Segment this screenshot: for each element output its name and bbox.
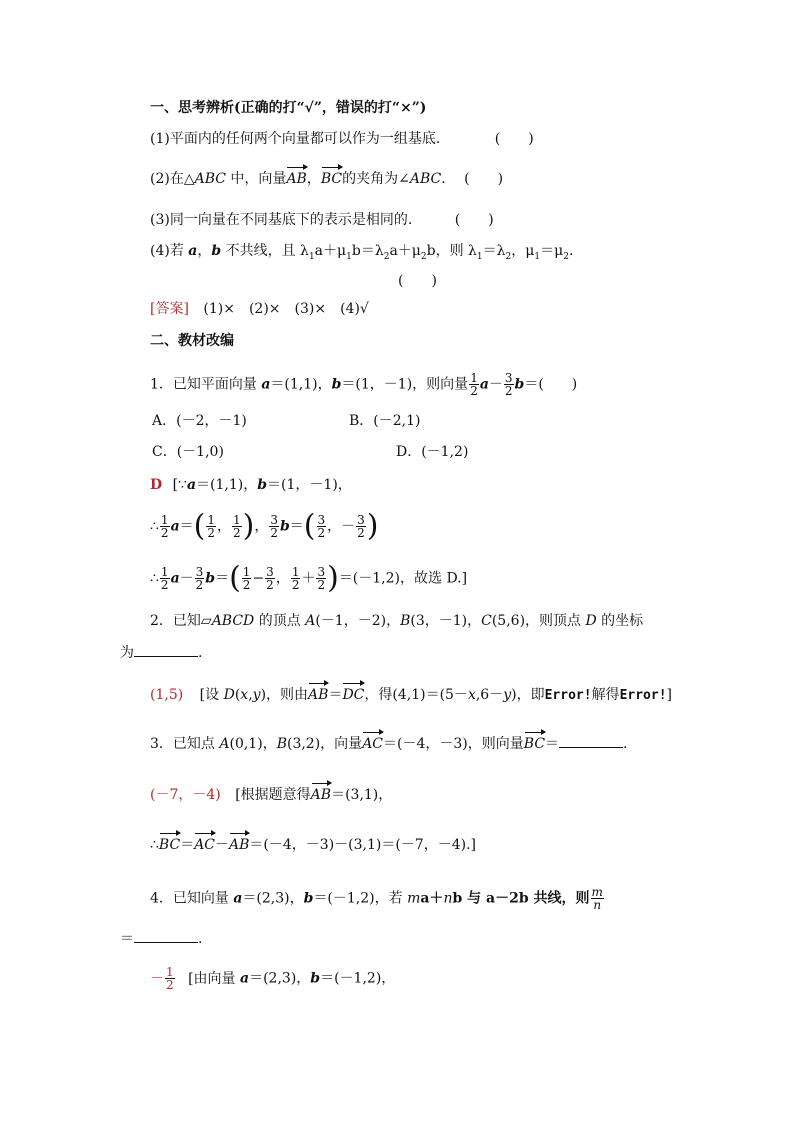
problem-1-stem: 1．已知平面向量 a＝(1,1)，b＝(1，－1)，则向量 $\frac{1}{2}$ a－ $\frac{3}{2}$ b＝( ): [150, 371, 578, 398]
question-1: (1)平面内的任何两个向量都可以作为一组基底. ( ): [150, 131, 534, 147]
answer-paren: ( ): [494, 131, 534, 147]
answer-blank: [134, 644, 198, 657]
answer-text: (1)× (2)× (3)× (4)√: [203, 301, 369, 317]
problem-3-solution-line2: ∴BC＝AC－AB＝(－4，－3)－(3,1)＝(－7，－4).]: [150, 837, 476, 853]
option-d: D．(－1,2): [396, 444, 469, 460]
question-3: (3)同一向量在不同基底下的表示是相同的. ( ): [150, 212, 494, 228]
problem-2-stem-line1: 2．已知▱ABCD 的顶点 A(－1，－2)，B(3，－1)，C(5,6)，则顶点 D 的坐标: [150, 613, 644, 629]
problem-4-stem-line1: 4．已知向量 a＝(2,3)，b＝(－1,2)，若 ma＋nb 与 a－2b 共线，则 $\frac{m}{n}$: [150, 885, 603, 912]
section1-title: 一、思考辨析(正确的打“√”，错误的打“×”): [150, 100, 427, 116]
answer-blank: [134, 930, 198, 943]
option-a: A．(－2，－1): [152, 413, 247, 429]
answer: － $\frac{1}{2}$: [150, 965, 174, 992]
answer-blank: [559, 735, 623, 748]
question-2: (2)在△ABC 中，向量AB，BC的夹角为∠ABC. ( ): [150, 171, 504, 187]
answer: (－7，－4): [150, 787, 221, 803]
answer-paren: ( ): [398, 273, 437, 289]
problem-1-solution-line3: ∴ $\frac{1}{2}$ a－ $\frac{3}{2}$ b＝( $\frac{1}{2}$ − $\frac{3}{2}$ ， $\frac{1}{2}$ ＋ $\frac{3}{2}$ )＝(－1,2)，故选 D.]: [150, 560, 468, 596]
option-b: B．(－2,1): [349, 413, 421, 429]
answer-line: [150, 300, 369, 318]
problem-1-solution-line2: ∴ $\frac{1}{2}$ a＝( $\frac{1}{2}$ ， $\frac{1}{2}$ )， $\frac{3}{2}$ b＝( $\frac{3}{2}$ ，－ $\frac{3}{2}$ ): [150, 508, 379, 544]
problem-2-solution: (1,5) [设 D(x,y)，则由AB＝DC，得(4,1)＝(5－x,6－y)，即Error!解得Error!]: [150, 687, 672, 703]
answer: D: [150, 477, 163, 493]
problem-4-solution: － $\frac{1}{2}$ [由向量 a＝(2,3)，b＝(－1,2)，: [150, 965, 396, 992]
option-c: C．(－1,0): [152, 444, 224, 460]
answer-label: [答案]: [150, 301, 189, 317]
problem-4-stem-line2: ＝ .: [120, 931, 203, 947]
answer: (1,5): [150, 687, 184, 703]
answer-paren: ( ): [464, 171, 504, 187]
problem-3-solution-line1: (－7，－4) [根据题意得AB＝(3,1)，: [150, 787, 393, 803]
answer-paren: ( ): [454, 212, 494, 228]
problem-3-stem: 3．已知点 A(0,1)，B(3,2)，向量AC＝(－4，－3)，则向量BC＝ .: [150, 736, 628, 752]
section2-title: 二、教材改编: [150, 333, 234, 349]
question-4: (4)若 a，b 不共线，且 $\lambda_1a+\mu_1b=\lambda_2a+\mu_2b$，则 $\lambda_1=\lambda_2$，$\mu_1=\mu_2$.: [150, 243, 574, 262]
problem-1-solution-line1: D [∵a＝(1,1)，b＝(1，－1)，: [150, 477, 352, 493]
problem-2-stem-line2: 为 .: [120, 645, 203, 661]
